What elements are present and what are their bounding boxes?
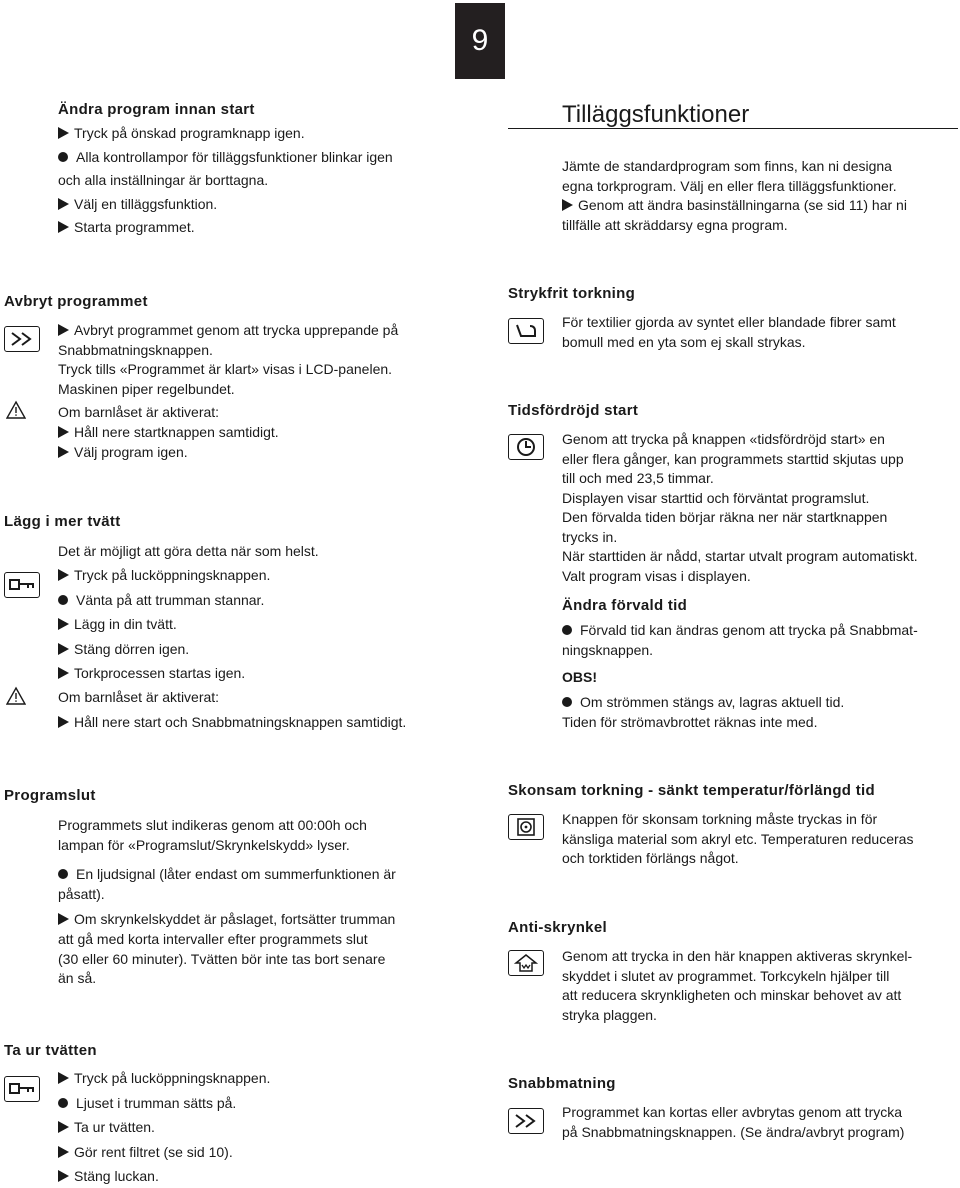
clock-icon	[508, 434, 544, 460]
line-text: lampan för «Programslut/Skrynkelskydd» lyser.	[58, 836, 350, 853]
line-text: Programmet kan kortas eller avbrytas genom att trycka	[562, 1104, 903, 1120]
text-line	[58, 688, 219, 708]
text-line	[562, 450, 904, 470]
section-title-andra-program: Ändra program innan start	[58, 101, 255, 118]
arrow-bullet-icon	[58, 1146, 69, 1158]
line-text: bomull med en yta som ej skall strykas.	[562, 333, 806, 350]
line-text: ningsknappen.	[562, 641, 654, 658]
section-title-anti: Anti-skrynkel	[508, 919, 607, 936]
dot-bullet-icon	[562, 625, 572, 635]
line-text: Genom att trycka på knappen «tidsfördröjd start» en	[562, 431, 885, 447]
text-line	[58, 341, 213, 361]
line-text: Ljuset i trumman sätts på.	[76, 1094, 237, 1111]
warning-triangle-icon	[6, 400, 26, 420]
arrow-bullet-icon	[58, 618, 69, 630]
arrow-bullet-icon	[58, 643, 69, 655]
text-line	[58, 443, 188, 463]
text-line	[562, 641, 653, 661]
fast-forward-icon	[4, 326, 40, 352]
line-text: Håll nere start och Snabbmatningsknappen samtidigt.	[74, 713, 407, 730]
dot-bullet-icon	[58, 152, 68, 162]
line-text: Tryck tills «Programmet är klart» visas i LCD-panelen.	[58, 361, 393, 378]
line-text: egna torkprogram. Välj en eller flera tilläggsfunktioner.	[562, 177, 897, 194]
text-line	[58, 865, 396, 885]
text-line	[562, 713, 817, 733]
text-line	[562, 830, 913, 850]
line-text: och alla inställningar är borttagna.	[58, 172, 269, 188]
gentle-drying-icon	[508, 814, 544, 840]
line-text: till och med 23,5 timmar.	[562, 470, 714, 486]
line-text: Genom att trycka in den här knappen aktiveras skrynkel-	[562, 948, 913, 964]
arrow-bullet-icon	[58, 446, 69, 458]
text-line	[562, 177, 897, 197]
text-line	[58, 615, 177, 635]
text-line	[58, 836, 350, 856]
text-line	[562, 986, 901, 1006]
fast-forward-icon	[508, 1108, 544, 1134]
text-line	[562, 528, 617, 548]
text-line	[562, 508, 887, 528]
text-line	[58, 1143, 233, 1163]
section-title-strykfrit: Strykfrit torkning	[508, 285, 636, 302]
line-text: Den förvalda tiden börjar räkna ner när startknappen	[562, 509, 888, 525]
text-line	[562, 693, 844, 713]
arrow-bullet-icon	[58, 1121, 69, 1133]
text-line	[562, 849, 739, 869]
line-text: Om strömmen stängs av, lagras aktuell tid.	[580, 694, 845, 710]
dot-bullet-icon	[58, 869, 68, 879]
text-line	[562, 1123, 904, 1143]
text-line	[58, 1167, 159, 1187]
line-text: En ljudsignal (låter endast om summerfunktionen är	[76, 866, 396, 883]
text-line	[562, 567, 751, 587]
text-line	[58, 403, 219, 423]
text-line	[58, 1069, 270, 1089]
dot-bullet-icon	[58, 595, 68, 605]
line-text: Om barnlåset är aktiverat:	[58, 404, 220, 421]
line-text: Snabbmatningsknappen.	[58, 341, 213, 358]
arrow-bullet-icon	[58, 324, 69, 336]
line-text: känsliga material som akryl etc. Temperaturen reduceras	[562, 830, 914, 847]
line-text: Välj program igen.	[74, 443, 188, 460]
obs-label: OBS!	[562, 669, 597, 685]
section-title-programslut: Programslut	[4, 787, 96, 804]
line-text: Välj en tilläggsfunktion.	[74, 195, 218, 212]
line-text: Tryck på lucköppningsknappen.	[74, 567, 271, 584]
line-text: Stäng luckan.	[74, 1168, 159, 1184]
key-icon	[4, 572, 40, 598]
arrow-bullet-icon	[58, 569, 69, 581]
text-line	[58, 713, 406, 733]
page-number-tab: 9	[455, 3, 505, 79]
line-text: än så.	[58, 970, 97, 987]
text-line	[562, 430, 885, 450]
text-line	[562, 547, 918, 567]
arrow-bullet-icon	[58, 221, 69, 233]
line-text: Lägg in din tvätt.	[74, 616, 177, 633]
text-line	[562, 489, 869, 509]
line-text: Gör rent filtret (se sid 10).	[74, 1143, 233, 1160]
text-line	[58, 930, 368, 950]
text-line	[562, 333, 806, 353]
section-title-avbryt: Avbryt programmet	[4, 293, 148, 310]
text-line	[58, 591, 264, 611]
line-text: Tryck på önskad programknapp igen.	[74, 125, 305, 141]
text-line	[58, 1118, 155, 1138]
warning-triangle-icon	[6, 686, 26, 706]
text-line	[58, 542, 319, 562]
line-text: Stäng dörren igen.	[74, 640, 190, 657]
line-text: Håll nere startknappen samtidigt.	[74, 424, 279, 440]
text-line	[58, 380, 235, 400]
line-text: Tryck på lucköppningsknappen.	[74, 1070, 271, 1086]
key-icon	[4, 1076, 40, 1102]
section-title-tillagg: Tilläggsfunktioner	[562, 101, 750, 128]
line-text: eller flera gånger, kan programmets starttid skjutas upp	[562, 450, 904, 467]
text-line	[562, 313, 896, 333]
line-text: att reducera skrynkligheten och minskar behovet av att	[562, 987, 902, 1003]
line-text: Programmets slut indikeras genom att 00:00h och	[58, 817, 367, 833]
text-line	[58, 321, 398, 341]
text-line	[58, 566, 270, 586]
line-text: att gå med korta intervaller efter programmets slut	[58, 931, 368, 947]
ironing-icon	[508, 318, 544, 344]
text-line	[562, 621, 918, 641]
line-text: Genom att ändra basinställningarna (se sid 11) har ni	[578, 197, 907, 214]
section-title-snabb: Snabbmatning	[508, 1075, 616, 1092]
line-text: Maskinen piper regelbundet.	[58, 380, 235, 397]
line-text: Ta ur tvätten.	[74, 1119, 155, 1135]
text-line	[562, 216, 788, 236]
text-line	[58, 1094, 236, 1114]
text-line	[562, 469, 714, 489]
line-text: För textilier gjorda av syntet eller blandade fibrer samt	[562, 314, 896, 330]
line-text: tillfälle att skräddarsy egna program.	[562, 217, 788, 234]
line-text: Starta programmet.	[74, 219, 195, 235]
line-text: skyddet i slutet av programmet. Torkcykeln hjälper till	[562, 967, 890, 984]
line-text: Förvald tid kan ändras genom att trycka på Snabbmat-	[580, 622, 918, 638]
line-text: Valt program visas i displayen.	[562, 567, 751, 584]
arrow-bullet-icon	[58, 198, 69, 210]
text-line	[58, 195, 217, 215]
text-line	[58, 640, 189, 660]
line-text: (30 eller 60 minuter). Tvätten bör inte tas bort senare	[58, 950, 386, 967]
line-text: Knappen för skonsam torkning måste tryckas in för	[562, 811, 878, 827]
line-text: Avbryt programmet genom att trycka upprepande på	[74, 322, 399, 338]
text-line	[58, 423, 279, 443]
text-line	[562, 157, 892, 177]
line-text: påsatt).	[58, 885, 105, 902]
text-line	[58, 885, 105, 905]
line-text: Vänta på att trumman stannar.	[76, 591, 265, 608]
line-text: Torkprocessen startas igen.	[74, 665, 246, 681]
line-text: Det är möjligt att göra detta när som helst.	[58, 543, 319, 559]
section-title-tidsfordrojd: Tidsfördröjd start	[508, 402, 639, 419]
text-line	[58, 816, 367, 836]
text-line	[58, 218, 195, 238]
text-line	[58, 148, 393, 168]
section-title-andra-forvald: Ändra förvald tid	[562, 597, 688, 614]
text-line	[562, 810, 877, 830]
text-line	[58, 664, 245, 684]
text-line	[562, 947, 912, 967]
line-text: Jämte de standardprogram som finns, kan ni designa	[562, 158, 892, 174]
text-line	[58, 171, 268, 191]
text-line	[58, 910, 395, 930]
line-text: trycks in.	[562, 528, 618, 545]
line-text: Tiden för strömavbrottet räknas inte med.	[562, 713, 818, 730]
section-title-skonsam: Skonsam torkning - sänkt temperatur/förlängd tid	[508, 782, 875, 799]
text-line	[58, 969, 96, 989]
arrow-bullet-icon	[58, 127, 69, 139]
line-text: och torktiden förlängs något.	[562, 850, 739, 866]
text-line	[58, 950, 385, 970]
section-title-lagg-i: Lägg i mer tvätt	[4, 513, 121, 530]
line-text: När starttiden är nådd, startar utvalt program automatiskt.	[562, 548, 918, 564]
text-line	[562, 196, 907, 216]
line-text: Om barnlåset är aktiverat:	[58, 689, 220, 706]
text-line	[58, 124, 305, 144]
arrow-bullet-icon	[58, 913, 69, 925]
arrow-bullet-icon	[562, 199, 573, 211]
title-rule	[508, 128, 958, 129]
text-line	[58, 360, 392, 380]
dot-bullet-icon	[58, 1098, 68, 1108]
line-text: Displayen visar starttid och förväntat programslut.	[562, 489, 870, 506]
arrow-bullet-icon	[58, 716, 69, 728]
text-line	[562, 1103, 902, 1123]
text-line	[562, 967, 889, 987]
section-title-ta-ur: Ta ur tvätten	[4, 1042, 97, 1059]
text-line	[562, 1006, 657, 1026]
dot-bullet-icon	[562, 697, 572, 707]
arrow-bullet-icon	[58, 1072, 69, 1084]
line-text: Alla kontrollampor för tilläggsfunktioner blinkar igen	[76, 148, 393, 165]
arrow-bullet-icon	[58, 667, 69, 679]
arrow-bullet-icon	[58, 426, 69, 438]
line-text: stryka plaggen.	[562, 1006, 657, 1023]
anti-crease-icon	[508, 950, 544, 976]
line-text: Om skrynkelskyddet är påslaget, fortsätter trumman	[74, 911, 396, 928]
line-text: på Snabbmatningsknappen. (Se ändra/avbryt program)	[562, 1123, 905, 1140]
arrow-bullet-icon	[58, 1170, 69, 1182]
